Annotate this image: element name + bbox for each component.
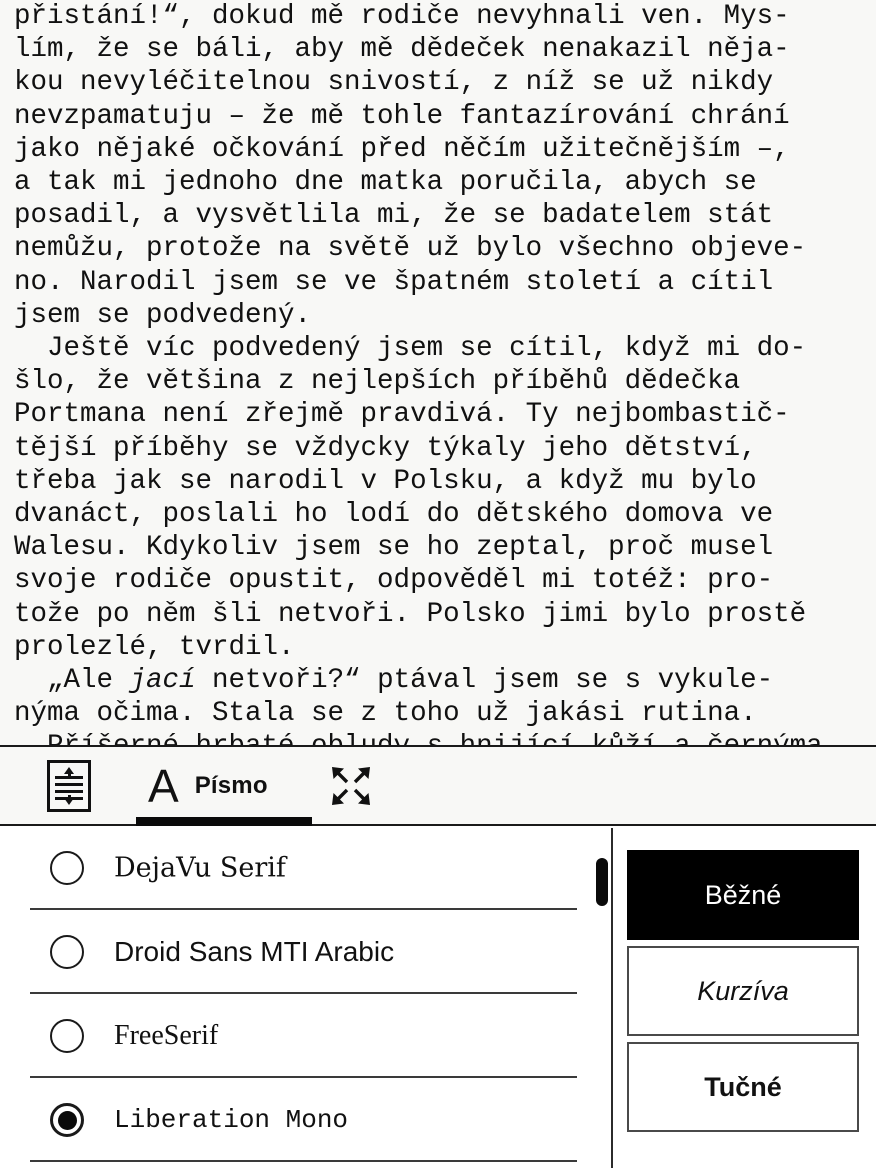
book-line: nevzpamatuju – že mě tohle fantazírování chrání — [14, 100, 790, 132]
arrow-down-icon — [64, 798, 74, 805]
style-button-italic[interactable]: Kurzíva — [627, 946, 859, 1036]
book-line: Ještě víc podvedený jsem se cítil, když mi do- — [14, 333, 807, 365]
letter-a-icon: A — [148, 760, 179, 812]
list-item[interactable] — [0, 994, 590, 1078]
book-line-italic-segment: jací — [129, 665, 196, 697]
book-line-with-italic — [14, 664, 862, 697]
tab-margins[interactable] — [316, 755, 386, 817]
list-item[interactable] — [0, 826, 590, 910]
style-button-bold[interactable]: Tučné — [627, 1042, 859, 1132]
book-line: tější příběhy se vždycky týkaly jeho dětství, — [14, 432, 757, 464]
font-style-buttons — [627, 850, 859, 1138]
book-line: a tak mi jednoho dne matka poručila, abych se — [14, 167, 757, 199]
expand-arrows-icon — [327, 762, 375, 810]
book-line: svoje rodiče opustit, odpověděl mi totéž: pro- — [14, 565, 774, 597]
book-line-segment: netvoři?“ ptával jsem se s vykule- — [195, 665, 774, 697]
font-name-label: Liberation Mono — [114, 1105, 349, 1135]
settings-toolbar — [0, 745, 876, 826]
book-text-body — [14, 0, 862, 764]
font-list[interactable] — [0, 826, 590, 1168]
book-line: šlo, že většina z nejlepších příběhů dědečka — [14, 366, 741, 398]
radio-button[interactable] — [50, 1019, 84, 1053]
list-item[interactable] — [0, 910, 590, 994]
book-line: kou nevyléčitelnou snivostí, z níž se už nikdy — [14, 67, 774, 99]
book-line: jsem se podvedený. — [14, 299, 312, 331]
book-line: Portmana není zřejmě pravdivá. Ty nejbombastič- — [14, 399, 790, 431]
tab-font[interactable] — [136, 751, 312, 821]
book-line: Walesu. Kdykoliv jsem se ho zeptal, proč musel — [14, 532, 774, 564]
book-line: přistání!“, dokud mě rodiče nevyhnali ven. Mys- — [14, 1, 790, 32]
font-name-label: Droid Sans MTI Arabic — [114, 936, 395, 967]
book-line: třeba jak se narodil v Polsku, a když mu bylo — [14, 465, 757, 497]
panel-vertical-divider — [611, 828, 613, 1168]
book-line: jako nějaké očkování před něčím užitečnějším –, — [14, 133, 790, 165]
font-name-label: DejaVu Serif — [114, 852, 286, 884]
style-button-regular[interactable]: Běžné — [627, 850, 859, 940]
radio-button[interactable] — [50, 851, 84, 885]
font-list-scrollbar[interactable] — [596, 826, 608, 1168]
tab-font-label: Písmo — [194, 772, 268, 799]
line-spacing-icon — [47, 760, 91, 812]
book-line: dvanáct, poslali ho lodí do dětského domova ve — [14, 499, 774, 531]
font-settings-panel — [0, 826, 876, 1168]
list-item-selected[interactable] — [0, 1078, 590, 1162]
font-name-label: FreeSerif — [114, 1020, 219, 1051]
book-line: nemůžu, protože na světě už bylo všechno objeve- — [14, 233, 807, 265]
radio-button-selected[interactable] — [50, 1103, 84, 1137]
divider — [30, 1160, 577, 1162]
book-line: posadil, a vysvětlila mi, že se badatelem stát — [14, 200, 774, 232]
book-line: lím, že se báli, aby mě dědeček nenakazil něja- — [14, 34, 790, 66]
book-line-segment: „Ale — [14, 665, 130, 697]
radio-button[interactable] — [50, 935, 84, 969]
scrollbar-thumb[interactable] — [596, 858, 608, 906]
book-line: tože po něm šli netvoři. Polsko jimi bylo prostě — [14, 598, 807, 630]
tab-font-active-indicator — [136, 817, 312, 826]
tab-line-spacing[interactable] — [34, 755, 104, 817]
book-line: nýma očima. Stala se z toho už jakási rutina. — [14, 698, 757, 730]
book-line: prolezlé, tvrdil. — [14, 631, 295, 663]
book-line: no. Narodil jsem se ve špatném století a cítil — [14, 266, 774, 298]
